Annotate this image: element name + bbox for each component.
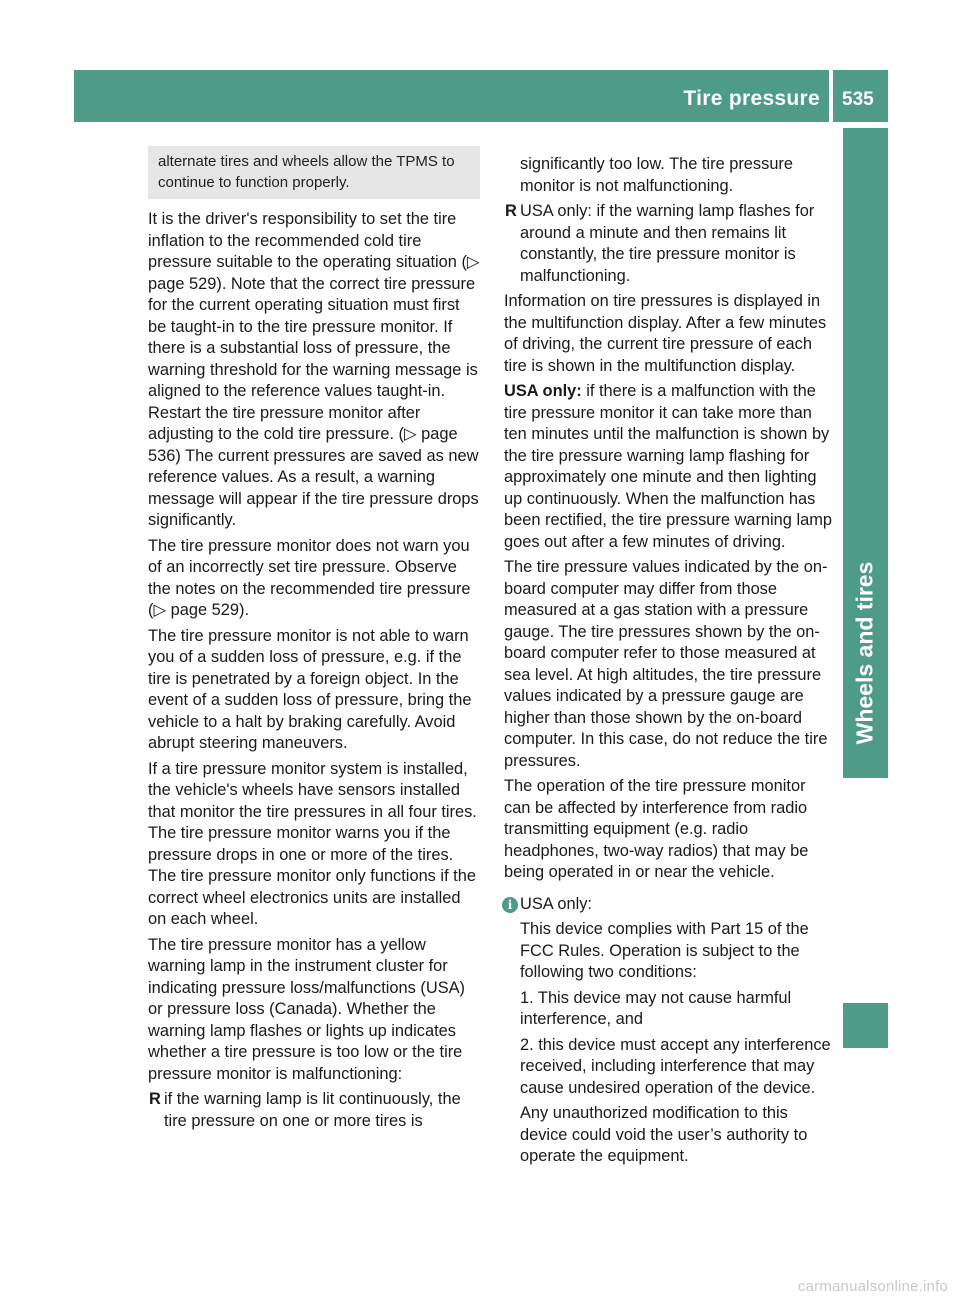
paragraph: The tire pressure values indicated by the on-board computer may differ from those measured at a gas station with a pressure gauge. The tire pressures shown by the on-board computer refer to those measured at sea level. At high altitudes, the tire pressure values indicated by a pressure gauge are higher than those shown by the on-board computer. In this case, do not reduce the tire pressures. (504, 558, 828, 770)
paragraph-text: if there is a malfunction with the tire pressure monitor it can take more than ten minutes until the malfunction is shown by the tire pressure warning lamp flashing for approximately one minute and then lighting up continuously. When the malfunction has been rectified, the tire pressure warning lamp goes out after a few minutes of driving. (504, 382, 832, 551)
bullet-continuation: significantly too low. The tire pressure monitor is not malfunctioning. (520, 155, 794, 195)
paragraph: The tire pressure monitor is not able to warn you of a sudden loss of pressure, e.g. if the tire is penetrated by a foreign object. In the event of a sudden loss of pressure, bring the vehicle to a halt by braking carefully. Avoid abrupt steering maneuvers. (148, 626, 472, 752)
paragraph: Information on tire pressures is displayed in the multifunction display. After a few minutes of driving, the current tire pressure of each tire is shown in the multifunction display. (504, 292, 827, 375)
page-number: 535 (842, 89, 874, 110)
left-column (148, 150, 480, 1136)
bullet-text: if the warning lamp is lit continuously, the tire pressure on one or more tires is (164, 1090, 461, 1130)
bullet-text: USA only: if the warning lamp flashes for around a minute and then remains lit constantly, the tire pressure monitor is malfunctioning. (520, 202, 815, 285)
page-title: Tire pressure (683, 87, 820, 110)
chapter-tab-label: Wheels and tires (851, 561, 878, 745)
paragraph: If a tire pressure monitor system is installed, the vehicle's wheels have sensors installed that monitor the tire pressures in all four tires. The tire pressure monitor warns you if the pressure drops in one or more of the tires. The tire pressure monitor only functions if the correct wheel electronics units are installed on each wheel. (148, 759, 477, 928)
paragraph: The operation of the tire pressure monitor can be affected by interference from radio transmitting equipment (e.g. radio headphones, two-way radios) that may be being operated in or near the vehicle. (504, 777, 809, 881)
bullet-marker: R (149, 1090, 161, 1108)
footer-watermark[interactable]: carmanualsonline.info (797, 1278, 948, 1295)
info-note (504, 894, 836, 1168)
info-title: USA only: (520, 894, 592, 913)
header-separator (829, 70, 833, 122)
chapter-marker (843, 1003, 888, 1048)
info-paragraph: Any unauthorized modification to this device could void the user’s authority to operate the equipment. (520, 1104, 808, 1165)
info-icon: i (502, 897, 518, 913)
bullet-item (148, 1089, 480, 1132)
paragraph: The tire pressure monitor has a yellow warning lamp in the instrument cluster for indicating pressure loss/malfunctions (USA) or pressure loss (Canada). Whether the warning lamp flashes or lights up indicates whether a tire pressure is too low or the tire pressure monitor is malfunctioning: (148, 935, 466, 1083)
bullet-marker: R (505, 202, 517, 220)
bold-lead: USA only: (504, 382, 582, 400)
bullet-item (504, 201, 836, 287)
info-paragraph: This device complies with Part 15 of the FCC Rules. Operation is subject to the following two conditions: (520, 920, 809, 981)
paragraph: It is the driver's responsibility to set the tire inflation to the recommended cold tire pressure suitable to the operating situation (▷ page 529). Note that the correct tire pressure for the current operating situation must first be taught-in to the tire pressure monitor. If there is a substantial loss of pressure, the warning threshold for the warning message is aligned to the reference values taught-in. Restart the tire pressure monitor after adjusting to the cold tire pressure. (▷ page 536) The current pressures are saved as new reference values. As a result, a warning message will appear if the tire pressure drops significantly. (148, 210, 480, 529)
info-paragraph: 2. this device must accept any interference received, including interference that may cause undesired operation of the device. (520, 1035, 831, 1097)
note-box: alternate tires and wheels allow the TPMS to continue to function properly. (148, 146, 480, 199)
paragraph: The tire pressure monitor does not warn you of an incorrectly set tire pressure. Observe the notes on the recommended tire pressure (▷ page 529). (148, 536, 471, 619)
info-paragraph: 1. This device may not cause harmful interference, and (520, 988, 792, 1028)
right-column (504, 154, 836, 1172)
paragraph (504, 381, 836, 553)
